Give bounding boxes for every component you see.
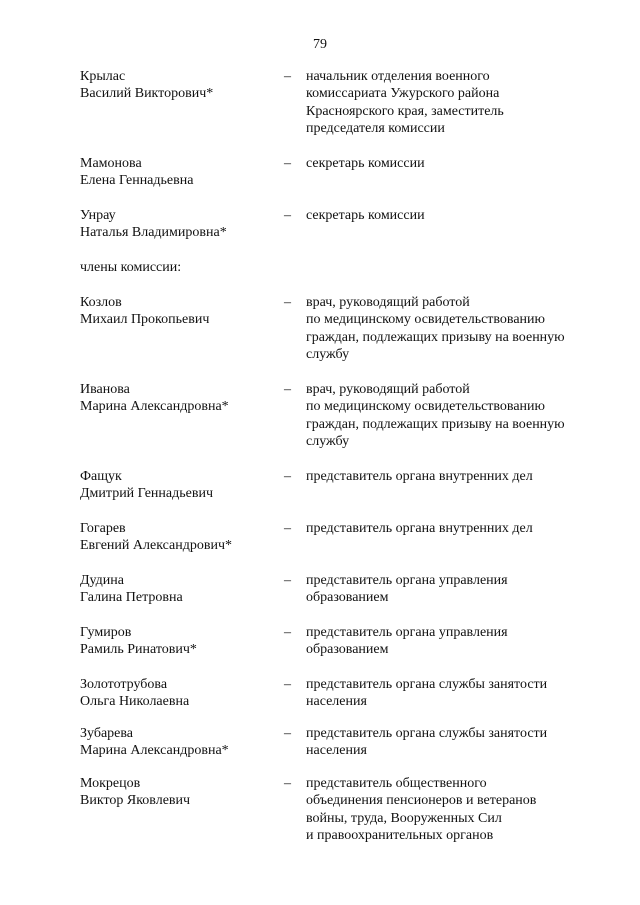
role-line: начальник отделения военного [306, 69, 490, 84]
member-surname: Гумиров [80, 625, 132, 640]
member-role [306, 676, 606, 711]
role-line: представитель общественного [306, 776, 487, 791]
member-name [80, 775, 280, 810]
member-role [306, 520, 606, 537]
member-given-names: Ольга Николаевна [80, 694, 190, 710]
role-line: председателя комиссии [306, 121, 445, 137]
member-given-names: Дмитрий Геннадьевич [80, 486, 213, 502]
member-name [80, 294, 280, 329]
member-given-names: Виктор Яковлевич [80, 793, 191, 809]
dash-separator: – [284, 573, 291, 588]
member-role [306, 381, 606, 451]
member-name [80, 68, 280, 103]
role-line: комиссариата Ужурского района [306, 86, 500, 102]
role-line: секретарь комиссии [306, 208, 425, 223]
role-line: населения [306, 694, 367, 710]
member-surname: Иванова [80, 382, 130, 397]
member-name [80, 207, 280, 242]
member-given-names: Елена Геннадьевна [80, 173, 194, 189]
member-name [80, 468, 280, 503]
member-role [306, 68, 606, 138]
dash-separator: – [284, 295, 291, 310]
member-surname: Мамонова [80, 156, 142, 171]
member-role [306, 294, 606, 364]
role-line: представитель органа внутренних дел [306, 469, 533, 484]
member-given-names: Галина Петровна [80, 590, 183, 606]
role-line: врач, руководящий работой [306, 382, 470, 397]
dash-separator: – [284, 208, 291, 223]
role-line: объединения пенсионеров и ветеранов [306, 793, 537, 809]
member-name [80, 381, 280, 416]
member-given-names: Марина Александровна* [80, 743, 229, 759]
member-surname: Козлов [80, 295, 122, 310]
member-surname: Мокрецов [80, 776, 141, 791]
member-name [80, 725, 280, 760]
member-given-names: Евгений Александрович* [80, 538, 233, 554]
role-line: населения [306, 743, 367, 759]
role-line: представитель органа управления [306, 625, 508, 640]
role-line: по медицинскому освидетельствованию [306, 399, 546, 415]
dash-separator: – [284, 382, 291, 397]
member-role [306, 155, 606, 172]
role-line: по медицинскому освидетельствованию [306, 312, 546, 328]
role-line: представитель органа внутренних дел [306, 521, 533, 536]
role-line: службу [306, 347, 350, 363]
member-surname: Золототрубова [80, 677, 168, 692]
dash-separator: – [284, 625, 291, 640]
dash-separator: – [284, 677, 291, 692]
member-role [306, 468, 606, 485]
section-heading: члены комиссии: [80, 260, 182, 275]
member-surname: Унрау [80, 208, 116, 223]
member-role [306, 775, 606, 845]
dash-separator: – [284, 776, 291, 791]
role-line: службу [306, 434, 350, 450]
dash-separator: – [284, 521, 291, 536]
member-role [306, 572, 606, 607]
member-given-names: Михаил Прокопьевич [80, 312, 210, 328]
member-surname: Гогарев [80, 521, 126, 536]
dash-separator: – [284, 469, 291, 484]
page-number: 79 [313, 37, 327, 52]
member-role [306, 624, 606, 659]
role-line: образованием [306, 642, 389, 658]
role-line: Красноярского края, заместитель [306, 103, 504, 119]
role-line: граждан, подлежащих призыву на военную [306, 416, 565, 432]
member-surname: Дудина [80, 573, 124, 588]
dash-separator: – [284, 69, 291, 84]
member-name [80, 155, 280, 190]
member-given-names: Рамиль Ринатович* [80, 642, 197, 658]
member-given-names: Марина Александровна* [80, 399, 229, 415]
role-line: представитель органа службы занятости [306, 677, 548, 692]
member-surname: Зубарева [80, 726, 134, 741]
member-given-names: Наталья Владимировна* [80, 225, 227, 241]
dash-separator: – [284, 156, 291, 171]
role-line: представитель органа службы занятости [306, 726, 548, 741]
member-name [80, 572, 280, 607]
member-role [306, 725, 606, 760]
member-name [80, 676, 280, 711]
role-line: граждан, подлежащих призыву на военную [306, 329, 565, 345]
role-line: представитель органа управления [306, 573, 508, 588]
member-role [306, 207, 606, 224]
member-surname: Фащук [80, 469, 122, 484]
member-name [80, 624, 280, 659]
member-given-names: Василий Викторович* [80, 86, 214, 102]
role-line: войны, труда, Вооруженных Сил [306, 810, 502, 826]
member-surname: Крылас [80, 69, 126, 84]
dash-separator: – [284, 726, 291, 741]
role-line: секретарь комиссии [306, 156, 425, 171]
role-line: и правоохранительных органов [306, 828, 494, 844]
member-name [80, 520, 280, 555]
role-line: врач, руководящий работой [306, 295, 470, 310]
role-line: образованием [306, 590, 389, 606]
